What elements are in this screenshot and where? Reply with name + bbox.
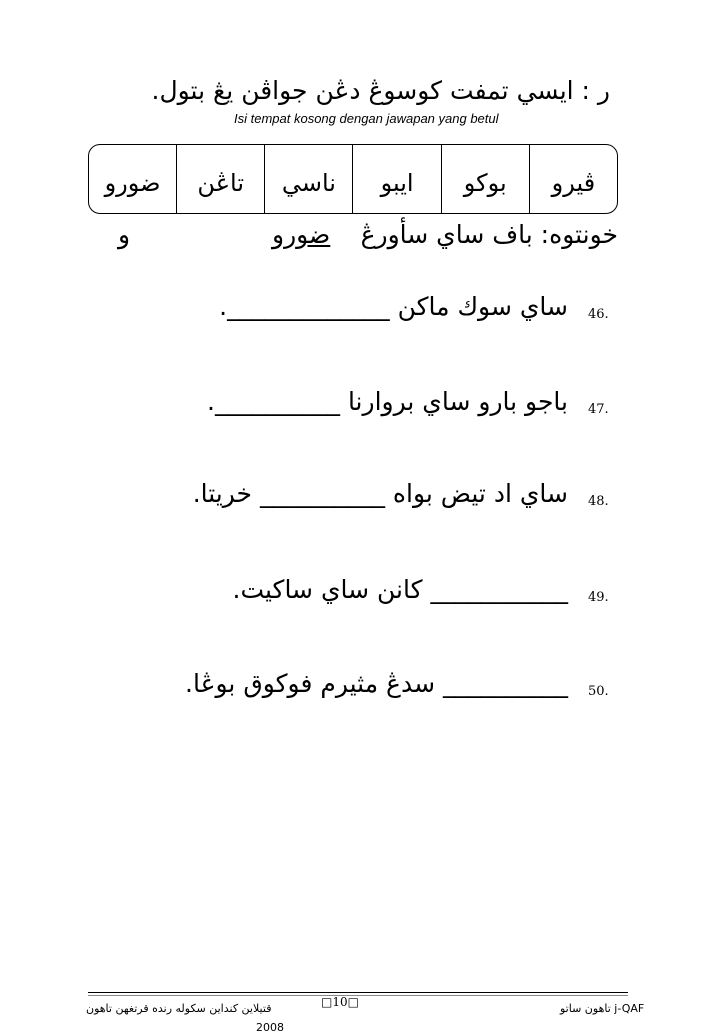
instruction-rumi: Isi tempat kosong dengan jawapan yang betul xyxy=(234,111,499,126)
instruction-jawi: ر : ايسي تمفت كوسوڠ دڠن جواڤن يڠ بتول. xyxy=(151,76,610,105)
word-bank-cell xyxy=(441,145,529,213)
question-text: __________ سدڠ مثيرم فوكوق بوڠا. xyxy=(185,669,568,698)
word-bank-word: تاڠن xyxy=(197,169,245,197)
word-bank-word: ڤيرو xyxy=(551,169,596,197)
question-text: ساي اد تيض بواه __________ خريتا. xyxy=(192,479,568,508)
question-text: ___________ كانن ساي ساكيت. xyxy=(232,575,568,604)
example-answer: ضورو xyxy=(272,220,331,249)
word-bank-word: ناسي xyxy=(281,169,336,197)
question-number: 48. xyxy=(588,494,609,509)
question-number: 46. xyxy=(588,307,609,322)
word-bank-word: ضورو xyxy=(104,169,161,197)
question-number: 50. xyxy=(588,684,609,699)
word-bank-word: ايبو xyxy=(380,169,414,197)
footer-year: 2008 xyxy=(256,1021,284,1034)
word-bank-cell xyxy=(264,145,352,213)
footer-divider xyxy=(88,992,628,993)
question-number: 47. xyxy=(588,402,609,417)
question-text: باجو بارو ساي بروارنا __________. xyxy=(207,387,568,416)
word-bank xyxy=(88,144,618,214)
example-label: خونتوه: باف ساي سأورڠ xyxy=(360,220,618,249)
word-bank-cell xyxy=(89,145,176,213)
word-bank-cell xyxy=(352,145,440,213)
example-conjunction: و xyxy=(118,220,131,249)
word-bank-cell xyxy=(176,145,264,213)
footer-school-text: قتيلاين كنداين سكوله رنده قرتغهن تاهون xyxy=(86,1002,272,1015)
footer-program-text: j-QAF تاهون ساتو xyxy=(560,1002,645,1015)
word-bank-cell xyxy=(529,145,617,213)
page-number: □10□ xyxy=(321,995,359,1009)
word-bank-word: بوكو xyxy=(463,169,507,197)
question-number: 49. xyxy=(588,590,609,605)
question-text: ساي سوك ماكن _____________. xyxy=(219,292,568,321)
page-number-value: 10 xyxy=(332,995,348,1009)
